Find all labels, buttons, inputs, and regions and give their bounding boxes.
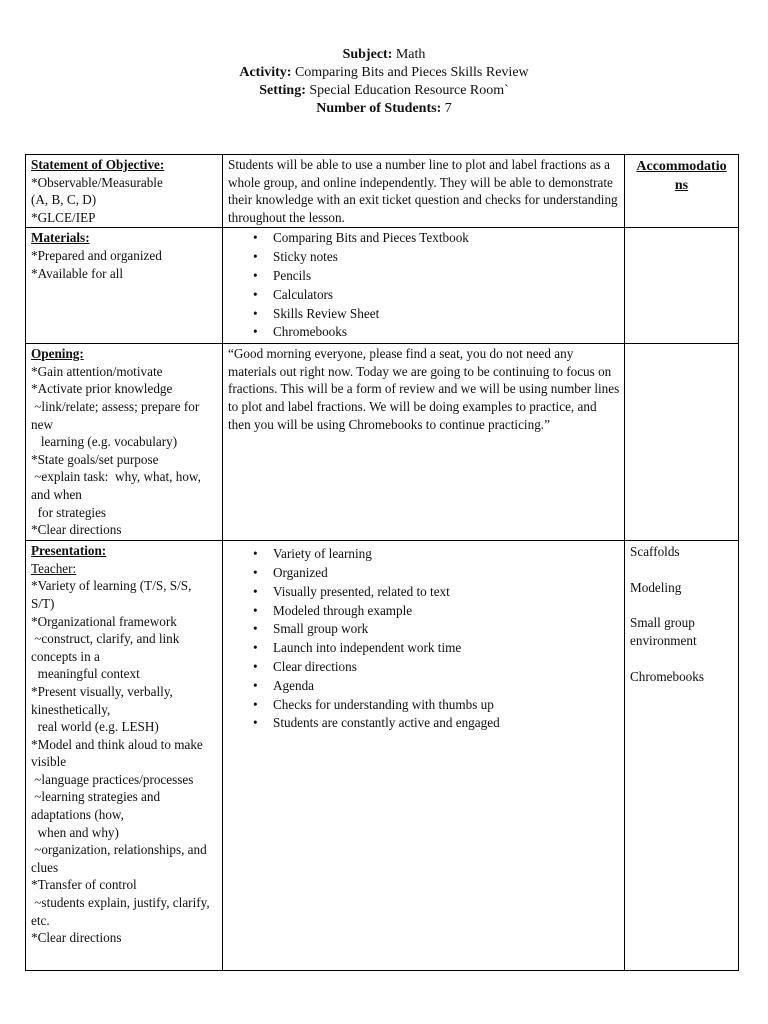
list-item: • Sticky notes	[273, 248, 620, 267]
presentation-line: ~organization, relationships, and clues	[31, 842, 211, 875]
presentation-line: *Present visually, verbally, kinesthetically,	[31, 683, 177, 717]
objective-line: *GLCE/IEP	[31, 209, 96, 225]
presentation-line: *Organizational framework	[31, 613, 177, 629]
objective-line: (A, B, C, D)	[31, 192, 97, 208]
objective-text-cell	[223, 155, 625, 228]
materials-row	[26, 228, 739, 344]
presentation-line: meaningful context	[31, 666, 140, 682]
presentation-line: ~language practices/processes	[31, 771, 194, 787]
list-item: • Calculators	[273, 286, 620, 305]
list-item: • Chromebooks	[273, 323, 620, 342]
opening-line: *Gain attention/motivate	[31, 363, 163, 379]
list-item: • Launch into independent work time	[273, 639, 620, 658]
list-item: • Agenda	[273, 677, 620, 696]
list-item: • Pencils	[273, 267, 620, 286]
presentation-label-cell	[26, 541, 223, 971]
accommodation-item: Scaffolds	[630, 544, 680, 560]
list-item: • Comparing Bits and Pieces Textbook	[273, 229, 620, 248]
opening-script: “Good morning everyone, please find a seat, you do not need any materials out right now. Today we are going to be continuing to focus on fractions. This will be a form of review and we will be using number lines to plot and label fractions. We will be doing examples to practice, and then you will be using Chromebooks to continue practicing.”	[228, 346, 620, 432]
opening-label-cell	[26, 344, 223, 541]
accommodations-title: Accommodatio ns	[636, 159, 727, 193]
opening-row	[26, 344, 739, 541]
accommodation-item: Small group environment	[630, 615, 697, 648]
list-item: • Checks for understanding with thumbs up	[273, 696, 620, 715]
list-item: • Students are constantly active and engaged	[273, 714, 620, 733]
activity-line: Activity: Comparing Bits and Pieces Skills Review	[239, 65, 529, 80]
materials-line: *Available for all	[31, 265, 124, 281]
presentation-line: when and why)	[31, 824, 119, 840]
opening-line: *Activate prior knowledge	[31, 381, 173, 397]
presentation-line: *Clear directions	[31, 930, 122, 946]
students-line: Number of Students: 7	[316, 101, 452, 116]
presentation-list	[228, 545, 620, 733]
opening-line: learning (e.g. vocabulary)	[31, 434, 178, 450]
lesson-plan-table	[25, 154, 739, 971]
opening-text-cell	[223, 344, 625, 541]
list-item: • Clear directions	[273, 658, 620, 677]
presentation-row	[26, 541, 739, 971]
accommodations-header-cell	[625, 155, 739, 228]
materials-list	[228, 229, 620, 342]
presentation-line: ~construct, clarify, and link concepts in a	[31, 631, 183, 664]
objective-title: Statement of Objective:	[31, 157, 165, 172]
document-header	[0, 46, 768, 118]
presentation-accommodations-cell	[625, 541, 739, 971]
presentation-title: Presentation:	[31, 543, 107, 559]
subject-line: Subject: Math	[342, 47, 426, 62]
presentation-subtitle: Teacher:	[31, 560, 77, 576]
presentation-line: real world (e.g. LESH)	[31, 719, 159, 735]
opening-line: ~explain task: why, what, how, and when	[31, 469, 205, 502]
opening-line: ~link/relate; assess; prepare for new	[31, 398, 203, 432]
presentation-list-cell	[223, 541, 625, 971]
presentation-line: ~students explain, justify, clarify, etc.	[31, 895, 213, 928]
list-item: • Variety of learning	[273, 545, 620, 564]
opening-line: for strategies	[31, 504, 107, 520]
list-item: • Modeled through example	[273, 602, 620, 621]
materials-line: *Prepared and organized	[31, 247, 162, 263]
materials-accommodations-cell	[625, 228, 739, 344]
opening-line: *State goals/set purpose	[31, 451, 159, 467]
setting-line: Setting: Special Education Resource Room`	[259, 83, 509, 98]
objective-row	[26, 155, 739, 228]
accommodation-item: Modeling	[630, 579, 682, 595]
list-item: • Visually presented, related to text	[273, 583, 620, 602]
objective-label-cell	[26, 155, 223, 228]
materials-label-cell	[26, 228, 223, 344]
objective-text: Students will be able to use a number line to plot and label fractions as a whole group, and online independently. They will be able to demonstrate their knowledge with an exit ticket question and checks for understanding throughout the lesson.	[228, 157, 618, 225]
presentation-line: *Model and think aloud to make visible	[31, 736, 207, 770]
list-item: • Skills Review Sheet	[273, 305, 620, 324]
materials-list-cell	[223, 228, 625, 344]
opening-accommodations-cell	[625, 344, 739, 541]
presentation-line: *Transfer of control	[31, 877, 137, 893]
list-item: • Small group work	[273, 620, 620, 639]
presentation-line: ~learning strategies and adaptations (how,	[31, 789, 164, 823]
opening-title: Opening:	[31, 346, 84, 362]
objective-line: *Observable/Measurable	[31, 174, 163, 190]
opening-line: *Clear directions	[31, 522, 122, 538]
materials-title: Materials:	[31, 230, 90, 246]
accommodation-item: Chromebooks	[630, 668, 704, 684]
presentation-line: *Variety of learning (T/S, S/S, S/T)	[31, 578, 195, 611]
list-item: • Organized	[273, 564, 620, 583]
